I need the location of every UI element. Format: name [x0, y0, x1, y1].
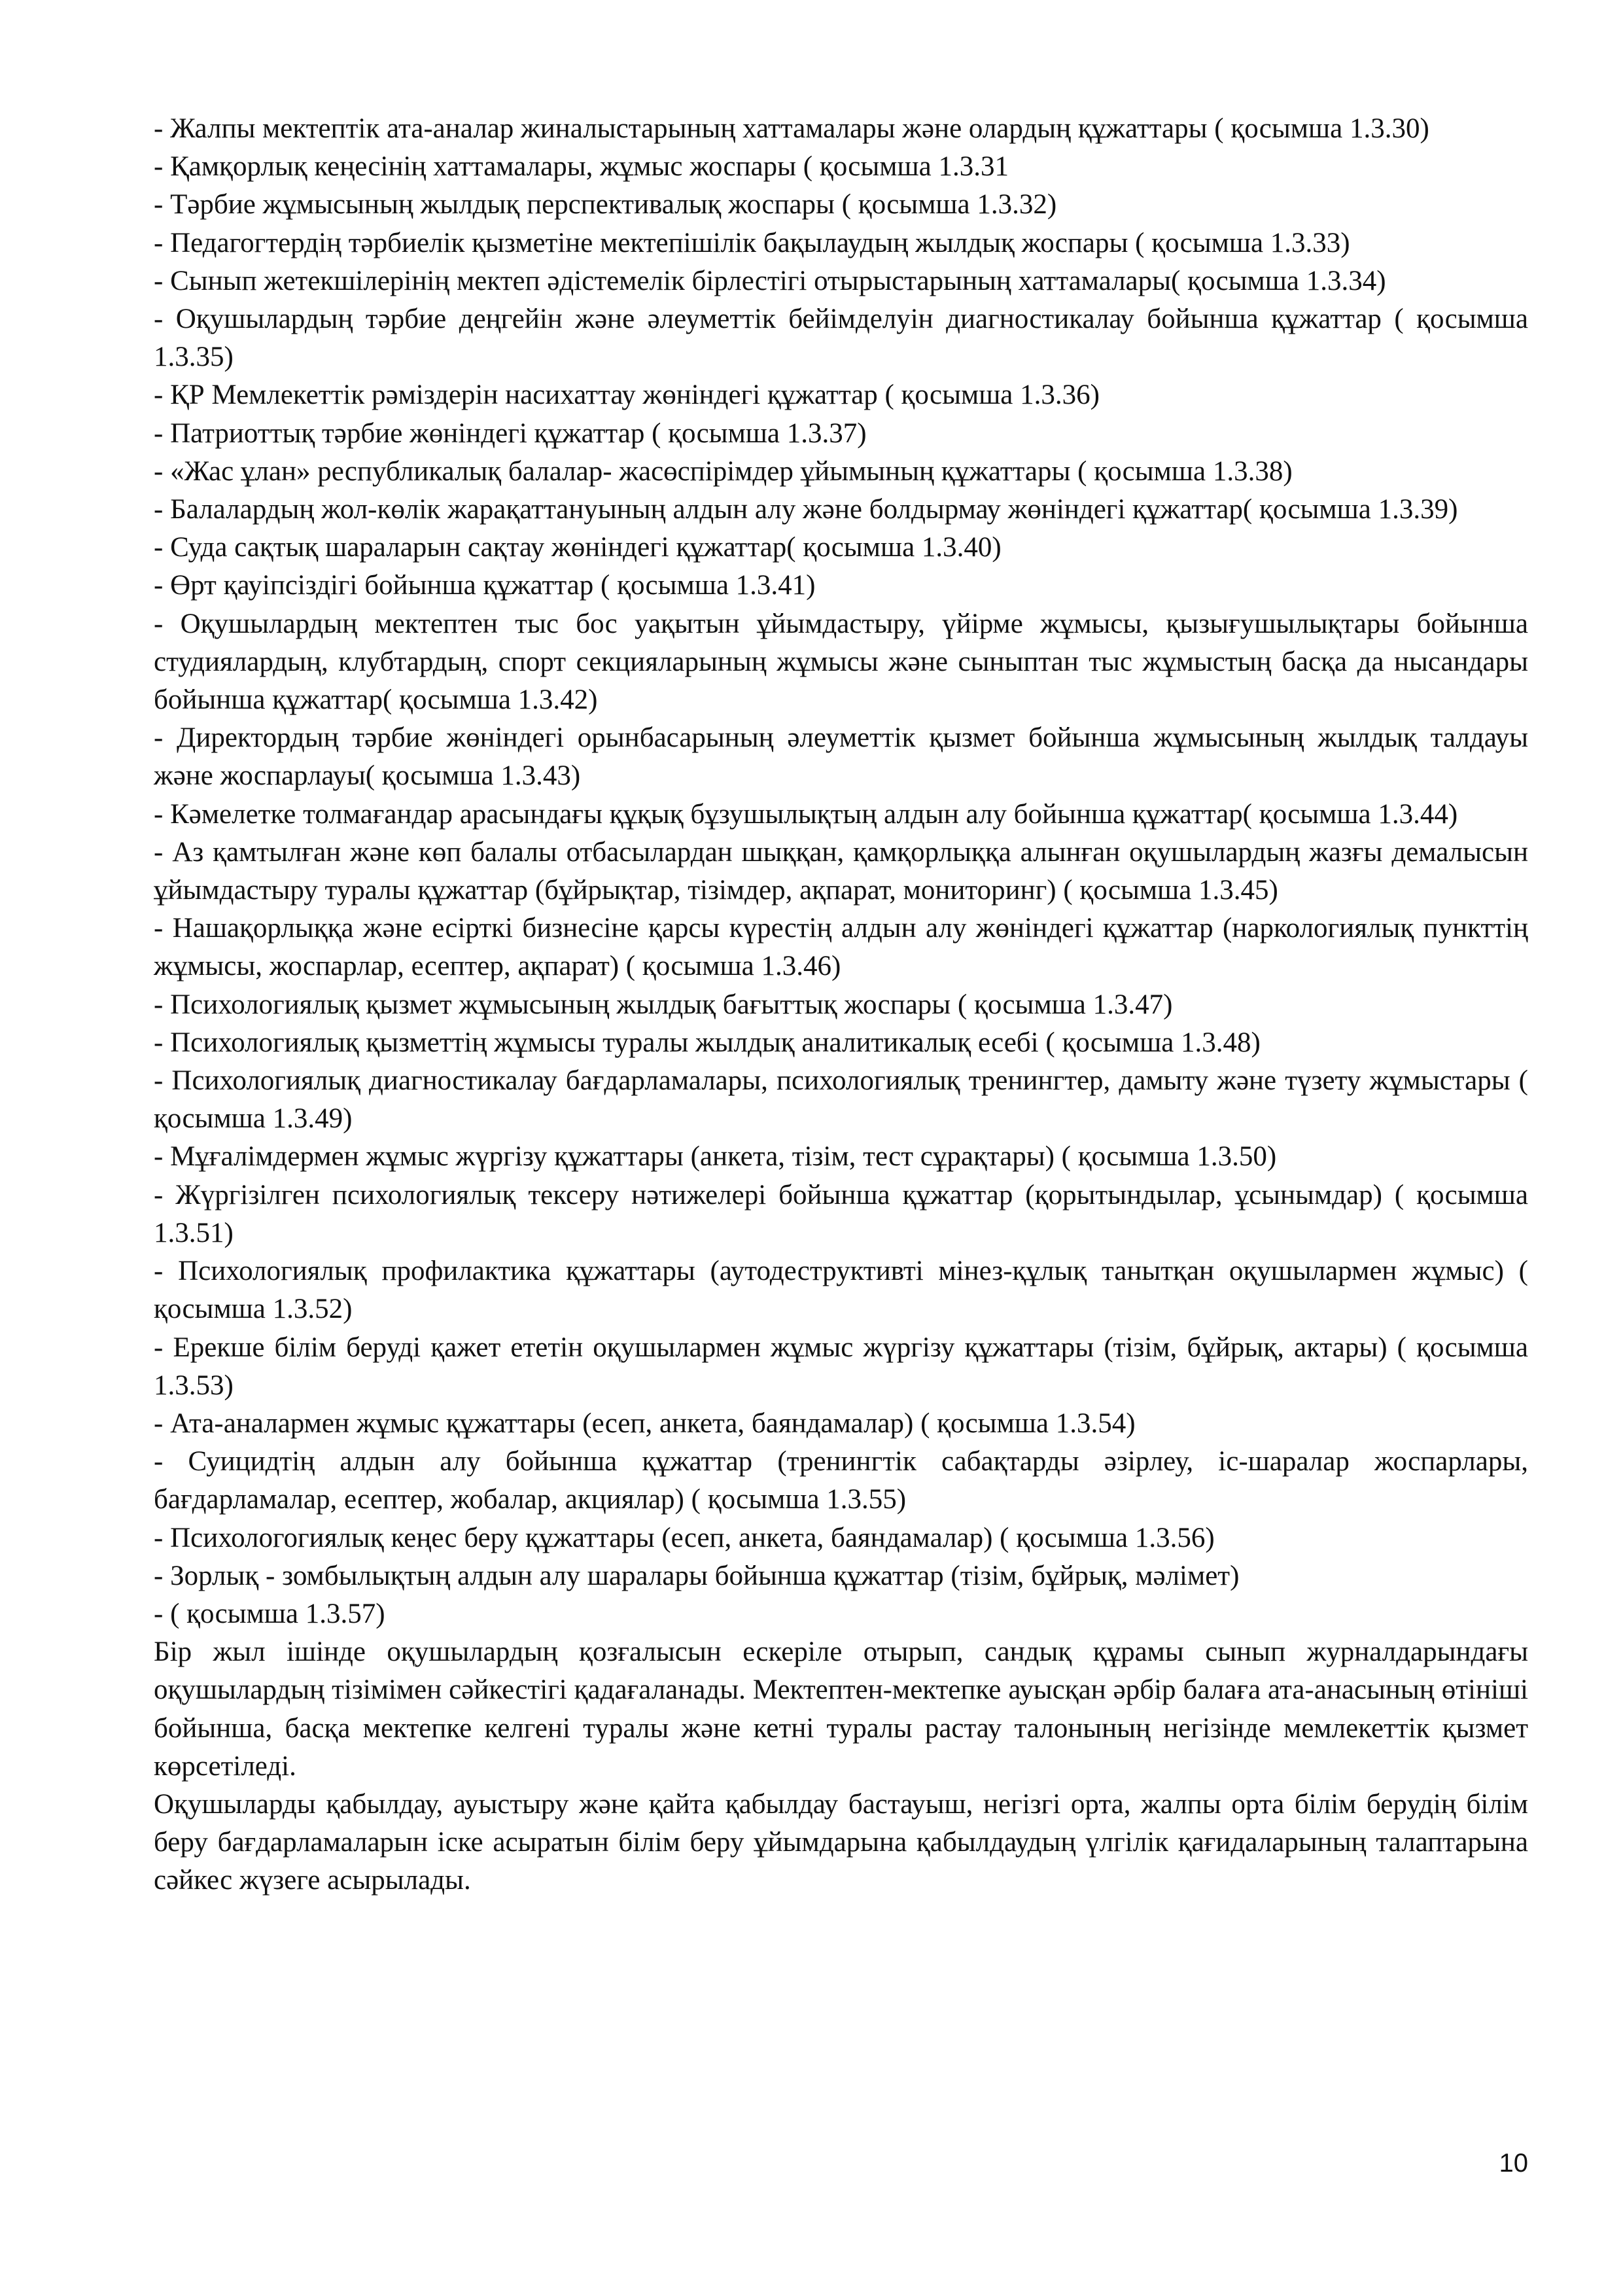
list-item: - ( қосымша 1.3.57)	[154, 1598, 385, 1629]
list-item: - Психологиялық профилактика құжаттары (аутодеструктивті мінез-құлық танытқан оқушылармен жұмыс) ( қосымша 1.3.52)	[154, 1256, 1528, 1325]
list-item: - Психологогиялық кеңес беру құжаттары (есеп, анкета, баяндамалар) ( қосымша 1.3.56)	[154, 1522, 1215, 1553]
list-item: - Аз қамтылған және көп балалы отбасылардан шыққан, қамқорлыққа алынған оқушылардың жазғы демалысын ұйымдастыру туралы құжаттар (бұйрықтар, тізімдер, ақпарат, мониторинг) ( қосымша 1.3.45)	[154, 836, 1528, 906]
list-item: - Тәрбие жұмысының жылдық перспективалық жоспары ( қосымша 1.3.32)	[154, 189, 1057, 221]
list-item: - Нашақорлыққа және есірткі бизнесіне қарсы күрестің алдын алу жөніндегі құжаттар (наркологиялық пункттің жұмысы, жоспарлар, есептер, ақпарат) ( қосымша 1.3.46)	[154, 913, 1528, 982]
list-item: - Психологиялық диагностикалау бағдарламалары, психологиялық тренингтер, дамыту және түзету жұмыстары ( қосымша 1.3.49)	[154, 1065, 1528, 1135]
list-item: - Зорлық - зомбылықтың алдын алу шаралары бойынша құжаттар (тізім, бұйрық, мәлімет)	[154, 1560, 1240, 1591]
list-item: - Ата-аналармен жұмыс құжаттары (есеп, анкета, баяндамалар) ( қосымша 1.3.54)	[154, 1407, 1136, 1439]
document-body	[154, 110, 1528, 1900]
list-item: - «Жас ұлан» республикалық балалар- жасөспірімдер ұйымының құжаттары ( қосымша 1.3.38)	[154, 455, 1293, 487]
list-item: - Оқушылардың тәрбие деңгейін және әлеуметтік бейімделуін диагностикалау бойынша құжаттар ( қосымша 1.3.35)	[154, 304, 1528, 373]
list-item: - ҚР Мемлекеттік рәміздерін насихаттау жөніндегі құжаттар ( қосымша 1.3.36)	[154, 380, 1100, 411]
page-number: 10	[1499, 2149, 1528, 2178]
list-item: - Патриоттық тәрбие жөніндегі құжаттар ( қосымша 1.3.37)	[154, 417, 867, 449]
list-item: - Кәмелетке толмағандар арасындағы құқық бұзушылықтың алдын алу бойынша құжаттар( қосымша 1.3.44)	[154, 798, 1458, 830]
list-item: - Суда сақтық шараларын сақтау жөніндегі құжаттар( қосымша 1.3.40)	[154, 532, 1002, 563]
list-item: - Қамқорлық кеңесінің хаттамалары, жұмыс жоспары ( қосымша 1.3.31	[154, 151, 1009, 183]
list-item: - Өрт қауіпсіздігі бойынша құжаттар ( қосымша 1.3.41)	[154, 570, 816, 601]
list-item: - Директордың тәрбие жөніндегі орынбасарының әлеуметтік қызмет бойынша жұмысының жылдық талдауы және жоспарлауы( қосымша 1.3.43)	[154, 722, 1528, 792]
list-item: - Психологиялық қызметтің жұмысы туралы жылдық аналитикалық есебі ( қосымша 1.3.48)	[154, 1027, 1261, 1058]
list-item: - Сынып жетекшілерінің мектеп әдістемелік бірлестігі отырыстарының хаттамалары( қосымша 1.3.34)	[154, 265, 1386, 296]
list-item: - Педагогтердің тәрбиелік қызметіне мектепішілік бақылаудың жылдық жоспары ( қосымша 1.3.33)	[154, 227, 1350, 258]
list-item: - Суицидтің алдын алу бойынша құжаттар (тренингтік сабақтарды әзірлеу, іс-шаралар жоспарлары, бағдарламалар, есептер, жобалар, акциялар) ( қосымша 1.3.55)	[154, 1446, 1528, 1515]
body-paragraph: Бір жыл ішінде оқушылардың қозғалысын ескеріле отырып, сандық құрамы сынып журналдарындағы оқушылардың тізімімен сәйкестігі қадағаланады. Мектептен-мектепке ауысқан әрбір балаға ата-анасының өтініші бойынша, басқа мектепке келгені туралы және кетні туралы растау талонының негізінде мемлекеттік қызмет көрсетіледі.	[154, 1636, 1528, 1782]
list-item: - Оқушылардың мектептен тыс бос уақытын ұйымдастыру, үйірме жұмысы, қызығушылықтары бойынша студиялардың, клубтардың, спорт секцияларының жұмысы және сыныптан тыс жұмыстың басқа да нысандары бойынша құжаттар( қосымша 1.3.42)	[154, 608, 1528, 716]
list-item: - Жүргізілген психологиялық тексеру нәтижелері бойынша құжаттар (қорытындылар, ұсынымдар) ( қосымша 1.3.51)	[154, 1179, 1528, 1248]
list-item: - Мұғалімдермен жұмыс жүргізу құжаттары (анкета, тізім, тест сұрақтары) ( қосымша 1.3.50)	[154, 1141, 1277, 1173]
list-item: - Жалпы мектептік ата-аналар жиналыстарының хаттамалары және олардың құжаттары ( қосымша 1.3.30)	[154, 113, 1429, 144]
body-paragraph: Оқушыларды қабылдау, ауыстыру және қайта қабылдау бастауыш, негізгі орта, жалпы орта білім берудің білім беру бағдарламаларын іске асыратын білім беру ұйымдарына қабылдаудың үлгілік қағидаларының талаптарына сәйкес жүзеге асырылады.	[154, 1788, 1528, 1896]
list-item: - Психологиялық қызмет жұмысының жылдық бағыттық жоспары ( қосымша 1.3.47)	[154, 989, 1173, 1020]
list-item: - Ерекше білім беруді қажет ететін оқушылармен жұмыс жүргізу құжаттары (тізім, бұйрық, актары) ( қосымша 1.3.53)	[154, 1332, 1528, 1401]
list-item: - Балалардың жол-көлік жарақаттануының алдын алу және болдырмау жөніндегі құжаттар( қосымша 1.3.39)	[154, 494, 1458, 525]
